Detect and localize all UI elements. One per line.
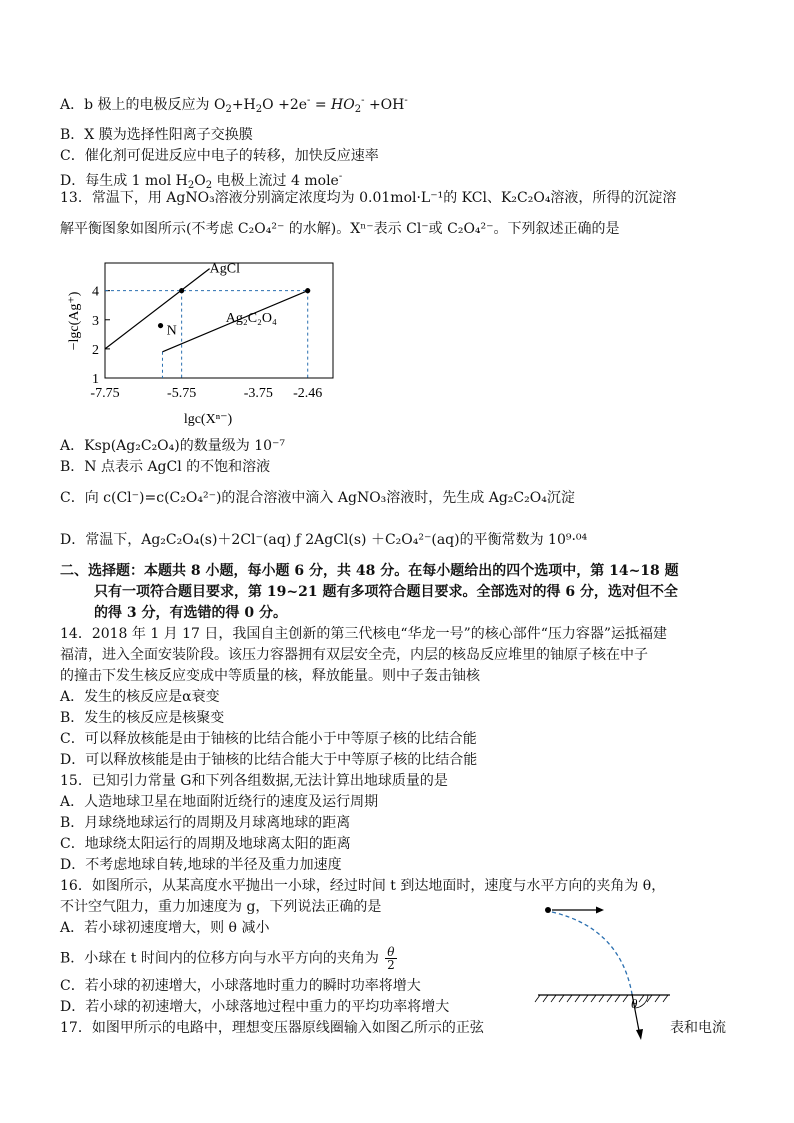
q13-option-d: D．常温下，Ag₂C₂O₄(s)＋2Cl⁻(aq) ƒ 2AgCl(s) ＋C₂O₄²⁻(aq)的平衡常数为 10⁹·⁰⁴ [60, 532, 588, 548]
series-label-agcl: AgCl [209, 261, 240, 277]
section2-line3: 的得 3 分，有选错的得 0 分。 [94, 605, 287, 621]
q16-option-b: B．小球在 t 时间内的位移方向与水平方向的夹角为 $\frac{\theta}{2}$ [60, 945, 395, 972]
q15-stem: 15．已知引力常量 G和下列各组数据,无法计算出地球质量的是 [60, 773, 448, 789]
q13-option-c: C．向 c(Cl⁻)=c(C₂O₄²⁻)的混合溶液中滴入 AgNO₃溶液时，先生成 Ag₂C₂O₄沉淀 [60, 490, 575, 506]
plot-frame [105, 263, 333, 378]
theta-label: θ [631, 996, 638, 1011]
q15-option-c: C．地球绕太阳运行的周期及地球离太阳的距离 [60, 836, 351, 852]
q16-option-d: D．若小球的初速增大，小球落地过程中重力的平均功率将增大 [60, 999, 450, 1015]
trajectory-curve [552, 912, 632, 994]
q17-stem-tail: 表和电流 [670, 1020, 726, 1036]
fraction-numerator: θ [387, 945, 395, 959]
series-label-ag2c2o4: Ag₂C₂O₄ [225, 310, 277, 326]
ball-dot [545, 907, 551, 913]
x-axis-label: lgc(Xⁿ⁻) [183, 412, 233, 427]
q16-stem-line2: 不计空气阻力，重力加速度为 g，下列说法正确的是 [60, 899, 382, 915]
x-tick-label: -7.75 [90, 386, 120, 401]
q17-stem-line1: 17．如图甲所示的电路中，理想变压器原线圈输入如图乙所示的正弦 [60, 1020, 484, 1036]
point-n-label: N [166, 323, 177, 339]
solubility-chart [60, 255, 350, 430]
q14-option-c: C．可以释放核能是由于铀核的比结合能小于中等原子核的比结合能 [60, 731, 477, 747]
section2-line2: 只有一项符合题目要求，第 19~21 题有多项符合题目要求。全部选对的得 6 分，选对但不全 [94, 584, 678, 600]
q16-option-a: A．若小球初速度增大，则 θ 减小 [60, 920, 270, 936]
q14-stem-line1: 14．2018 年 1 月 17 日，我国自主创新的第三代核电“华龙一号”的核心部件“压力容器”运抵福建 [60, 626, 668, 642]
q15-option-d: D．不考虑地球自转,地球的半径及重力加速度 [60, 857, 342, 873]
y-axis-label: −lgc(Ag⁺) [67, 291, 82, 351]
y-tick-label: 3 [92, 313, 99, 329]
q16-stem-line1: 16．如图所示，从某高度水平抛出一小球，经过时间 t 到达地面时，速度与水平方向的夹角为 θ， [60, 878, 666, 894]
q15-option-b: B．月球绕地球运行的周期及月球离地球的距离 [60, 815, 351, 831]
y-tick-label: 2 [92, 342, 99, 358]
q12-option-b: B．X 膜为选择性阳离子交换膜 [60, 127, 253, 143]
projectile-figure [530, 898, 680, 1048]
q12-option-d: D．每生成 1 mol $H_2O_2$ 电极上流过 4 mole- [60, 171, 343, 191]
x-ticks [90, 386, 322, 401]
point-agcl-4 [179, 288, 184, 293]
q13-option-b: B．N 点表示 AgCl 的不饱和溶液 [60, 459, 271, 475]
y-tick-label: 4 [92, 284, 99, 300]
fraction-denominator: 2 [387, 958, 395, 972]
q13-stem-line2: 解平衡图象如图所示(不考虑 C₂O₄²⁻ 的水解)。Xⁿ⁻表示 Cl⁻或 C₂O₄²⁻。下列叙述正确的是 [60, 221, 620, 237]
y-ticks [92, 285, 110, 387]
series-line-agcl [105, 269, 210, 349]
q13-stem-line1: 13．常温下，用 AgNO₃溶液分别滴定浓度均为 0.01mol·L⁻¹的 KCl、K₂C₂O₄溶液，所得的沉淀溶 [60, 190, 677, 206]
landing-arrowhead [636, 1029, 643, 1040]
q12-option-a: A．b 极上的电极反应为 $O_2+H_2O +2e^- = HO_2^- +OH^-$ [60, 95, 408, 115]
section2-line1: 二、选择题：本题共 8 小题，每小题 6 分，共 48 分。在每小题给出的四个选项中，第 14~18 题 [60, 563, 679, 579]
x-tick-label: -3.75 [243, 386, 273, 401]
x-tick-label: -2.46 [293, 386, 323, 401]
q13-option-a: A．Ksp(Ag₂C₂O₄)的数量级为 10⁻⁷ [60, 438, 286, 454]
q16-option-c: C．若小球的初速增大，小球落地时重力的瞬时功率将增大 [60, 978, 421, 994]
velocity-arrowhead [596, 907, 604, 914]
q12-option-c: C．催化剂可促进反应中电子的转移，加快反应速率 [60, 148, 379, 164]
series-lines [105, 262, 310, 352]
q14-option-d: D．可以释放核能是由于铀核的比结合能大于中等原子核的比结合能 [60, 752, 478, 768]
y-tick-label: 1 [92, 372, 99, 387]
q14-option-b: B．发生的核反应是核聚变 [60, 710, 225, 726]
q14-stem-line3: 的撞击下发生核反应变成中等质量的核，释放能量。则中子轰击铀核 [60, 668, 480, 684]
x-tick-label: -5.75 [167, 386, 197, 401]
q14-option-a: A．发生的核反应是α衰变 [60, 689, 220, 705]
point-ag2c2o4-4 [305, 288, 310, 293]
q14-stem-line2: 福清，进入全面安装阶段。该压力容器拥有双层安全壳，内层的核岛反应堆里的铀原子核在中子 [60, 647, 648, 663]
q15-option-a: A．人造地球卫星在地面附近绕行的速度及运行周期 [60, 794, 379, 810]
point-n [158, 323, 163, 328]
